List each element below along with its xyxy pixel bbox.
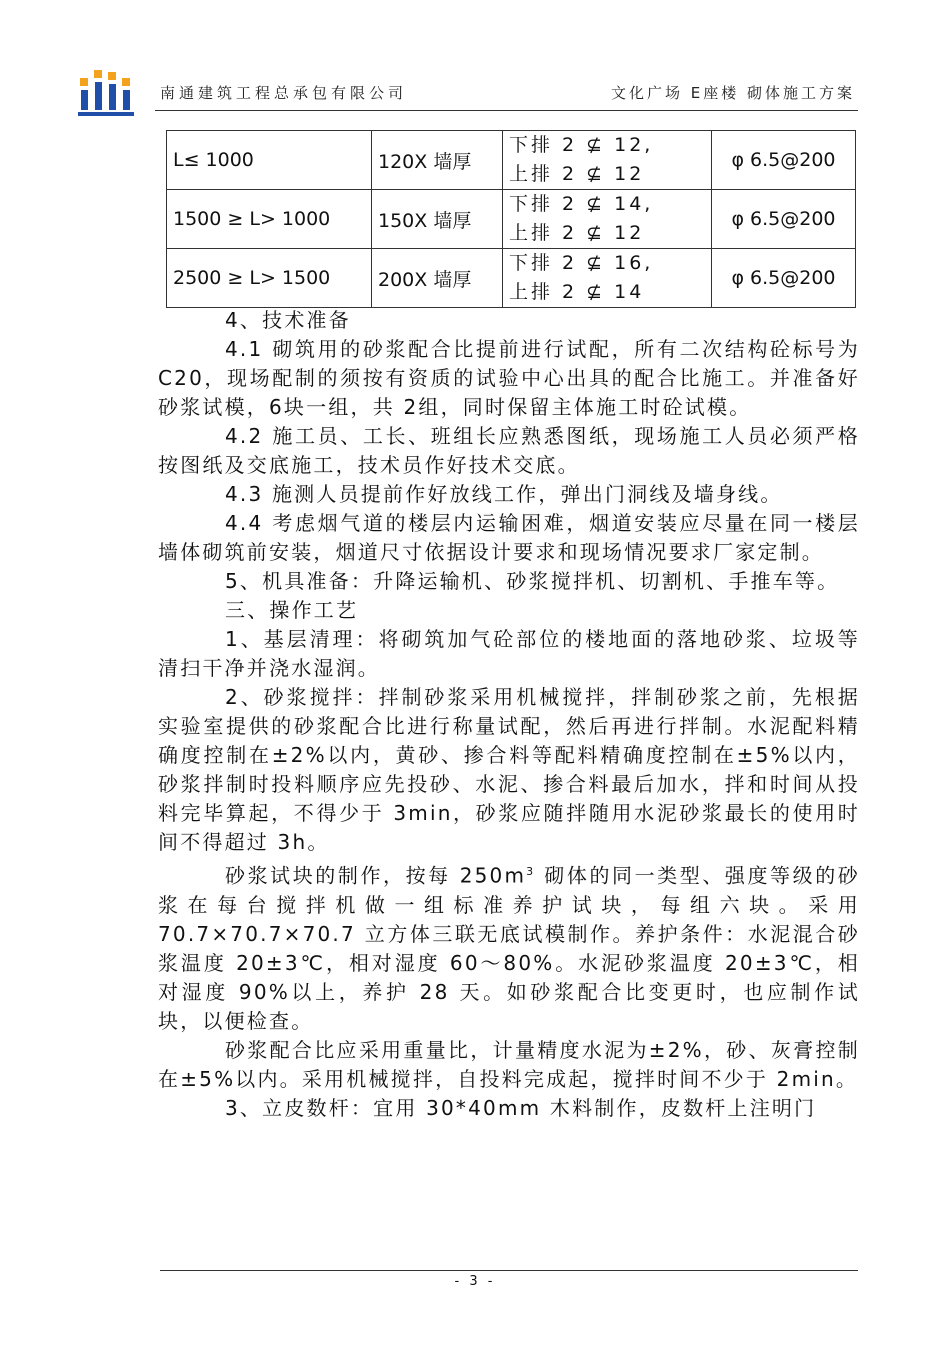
span-cell: 1500 ≥ L> 1000 (167, 190, 372, 249)
paragraph: 4.2 施工员、工长、班组长应熟悉图纸，现场施工人员必须严格按图纸及交底施工，技术员作好技术交底。 (158, 424, 860, 477)
table-row (167, 131, 856, 190)
stirrup-cell: φ 6.5@200 (712, 131, 856, 190)
rebar-bottom: 下排 2 ⊈ 16, (509, 252, 654, 274)
document-title: 文化广场 E座楼 砌体施工方案 (610, 84, 855, 102)
table-row (167, 190, 856, 249)
paragraph-text: 砌体的同一类型、强度等级的砂浆在每台搅拌机做一组标准养护试块，每组六块。采用 70.7×70.7×70.7 立方体三联无底试模制作。养护条件：水泥混合砂浆温度 20±3℃，相对湿度 60～80%。水泥砂浆温度 20±3℃，相对湿度 90%以上，养护 28 天。如砂浆配合比变更时，也应制作试块，以便检查。 (158, 863, 860, 1033)
rebar-cell (503, 249, 712, 308)
footer-divider (160, 1270, 858, 1271)
paragraph: 4.1 砌筑用的砂浆配合比提前进行试配，所有二次结构砼标号为 C20，现场配制的须按有资质的试验中心出具的配合比施工。并准备好砂浆试模，6块一组，共 2组，同时保留主体施工时砼试模。 (158, 337, 860, 419)
stirrup-cell: φ 6.5@200 (712, 190, 856, 249)
paragraph: 1、基层清理：将砌筑加气砼部位的楼地面的落地砂浆、垃圾等清扫干净并浇水湿润。 (158, 627, 860, 680)
size-cell: 200X 墙厚 (372, 249, 503, 308)
stirrup-cell: φ 6.5@200 (712, 249, 856, 308)
rebar-top: 上排 2 ⊈ 12 (509, 163, 645, 185)
document-body (158, 306, 860, 1123)
rebar-top: 上排 2 ⊈ 12 (509, 222, 645, 244)
lintel-rebar-table (166, 130, 856, 308)
section-heading: 4、技术准备 (225, 308, 351, 332)
rebar-top: 上排 2 ⊈ 14 (509, 281, 645, 303)
rebar-bottom: 下排 2 ⊈ 12, (509, 134, 654, 156)
company-logo (78, 66, 136, 118)
company-name: 南通建筑工程总承包有限公司 (160, 84, 408, 102)
table-row (167, 249, 856, 308)
size-cell: 120X 墙厚 (372, 131, 503, 190)
superscript: 3 (526, 865, 536, 878)
paragraph-text: 砂浆试块的制作，按每 250m (225, 863, 527, 888)
paragraph: 4.4 考虑烟气道的楼层内运输困难，烟道安装应尽量在同一楼层墙体砌筑前安装，烟道尺寸依据设计要求和现场情况要求厂家定制。 (158, 511, 860, 564)
rebar-bottom: 下排 2 ⊈ 14, (509, 193, 654, 215)
paragraph: 砂浆配合比应采用重量比，计量精度水泥为±2%，砂、灰膏控制在±5%以内。采用机械搅拌，自投料完成起，搅拌时间不少于 2min。 (158, 1037, 860, 1091)
size-cell: 150X 墙厚 (372, 190, 503, 249)
paragraph: 4.3 施测人员提前作好放线工作，弹出门洞线及墙身线。 (225, 482, 783, 506)
span-cell: 2500 ≥ L> 1500 (167, 249, 372, 308)
header-divider (155, 110, 858, 111)
section-heading: 三、操作工艺 (225, 598, 359, 622)
paragraph: 5、机具准备：升降运输机、砂浆搅拌机、切割机、手推车等。 (225, 569, 840, 593)
paragraph: 2、砂浆搅拌：拌制砂浆采用机械搅拌，拌制砂浆之前，先根据实验室提供的砂浆配合比进行称量试配，然后再进行拌制。水泥配料精确度控制在±2%以内，黄砂、掺合料等配料精确度控制在±5%以内，砂浆拌制时投料顺序应先投砂、水泥、掺合料最后加水，拌和时间从投料完毕算起，不得少于 3min，砂浆应随拌随用水泥砂浆最长的使用时间不得超过 3h。 (158, 685, 860, 854)
paragraph: 3、立皮数杆：宜用 30*40mm 木料制作，皮数杆上注明门 (225, 1095, 817, 1120)
paragraph (158, 857, 860, 1036)
page-number: - 3 - (454, 1274, 496, 1289)
rebar-cell (503, 131, 712, 190)
span-cell: L≤ 1000 (167, 131, 372, 190)
rebar-cell (503, 190, 712, 249)
